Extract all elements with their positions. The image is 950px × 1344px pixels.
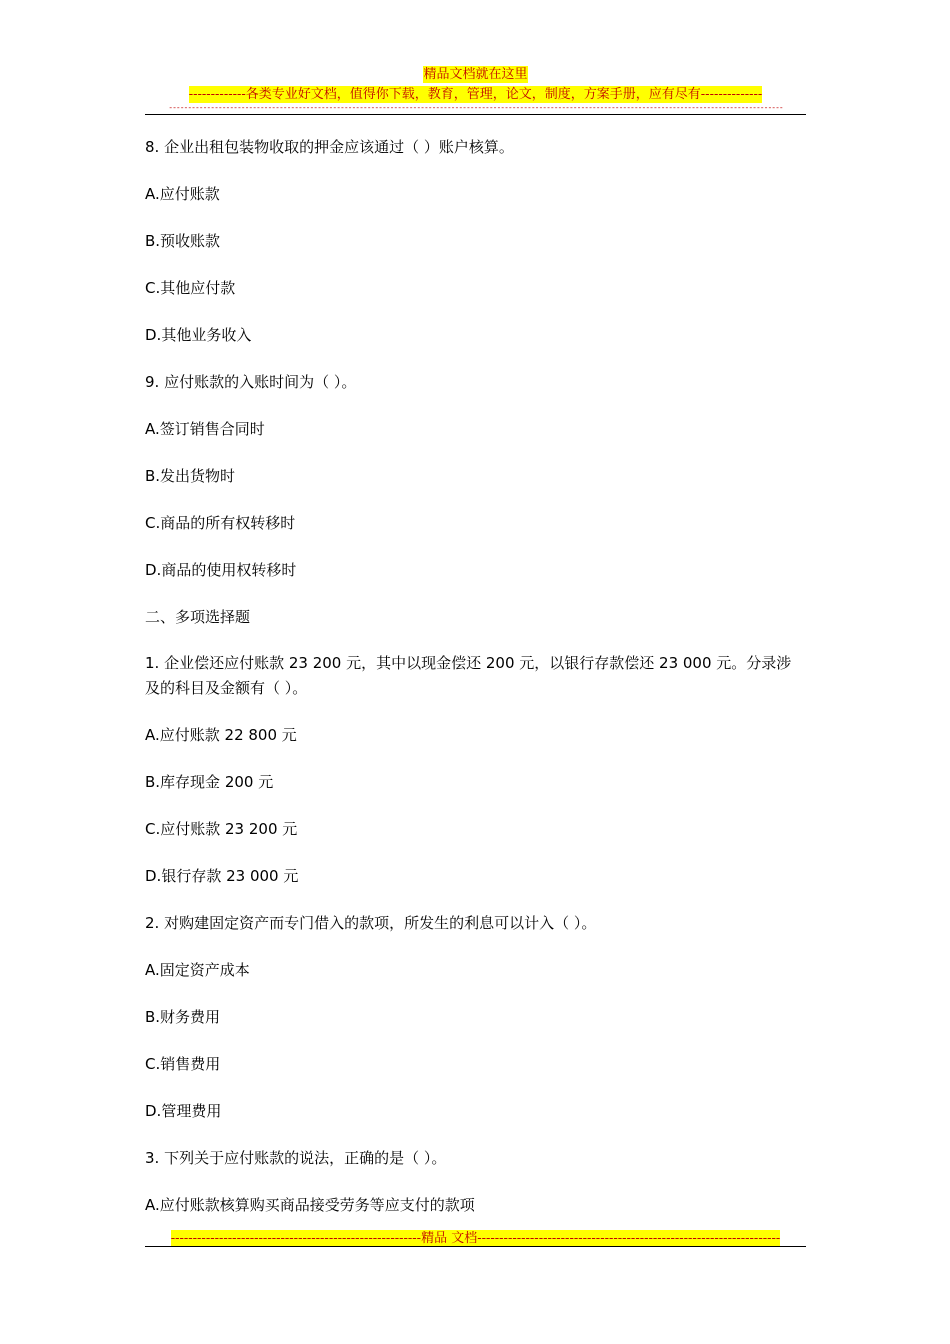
option-d: D.商品的使用权转移时 <box>145 561 297 579</box>
footer-text: ---------------------------------------------------------精品 文档--------------------------------------------------------------------- <box>170 1231 781 1246</box>
option-a: A.应付账款核算购买商品接受劳务等应支付的款项 <box>145 1196 475 1214</box>
page-footer <box>145 1227 806 1247</box>
option-a: A.固定资产成本 <box>145 961 250 979</box>
option-d: D.管理费用 <box>145 1102 222 1120</box>
option-c: C.应付账款 23 200 元 <box>145 820 298 838</box>
header-subtitle: -------------各类专业好文档，值得你下载，教育，管理，论文，制度，方案手册，应有尽有-------------- <box>188 87 763 102</box>
option-b: B.库存现金 200 元 <box>145 773 274 791</box>
option-a: A.应付账款 22 800 元 <box>145 726 297 744</box>
document-body <box>145 134 806 1239</box>
question-8: 8. 企业出租包装物收取的押金应该通过（ ）账户核算。 <box>145 138 514 156</box>
multi-question-2: 2. 对购建固定资产而专门借入的款项，所发生的利息可以计入（ ）。 <box>145 914 597 932</box>
option-d: D.银行存款 23 000 元 <box>145 867 299 885</box>
option-b: B.财务费用 <box>145 1008 221 1026</box>
header-title: 精品文档就在这里 <box>423 67 528 82</box>
multi-question-1: 1. 企业偿还应付账款 23 200 元，其中以现金偿还 200 元，以银行存款偿还 23 000 元。分录涉及的科目及金额有（ ）。 <box>145 654 792 697</box>
option-c: C.商品的所有权转移时 <box>145 514 296 532</box>
page-header <box>145 62 806 113</box>
header-dash-line: ----------------------------------------------------------------------------------------------------------------------------------------------------------------- <box>168 103 783 112</box>
option-c: C.其他应付款 <box>145 279 236 297</box>
option-d: D.其他业务收入 <box>145 326 252 344</box>
section-heading: 二、多项选择题 <box>145 608 251 626</box>
option-a: A.签订销售合同时 <box>145 420 265 438</box>
option-c: C.销售费用 <box>145 1055 221 1073</box>
option-a: A.应付账款 <box>145 185 220 203</box>
footer-rule <box>145 1246 806 1247</box>
multi-question-3: 3. 下列关于应付账款的说法，正确的是（ ）。 <box>145 1149 447 1167</box>
header-rule <box>145 114 806 115</box>
question-9: 9. 应付账款的入账时间为（ ）。 <box>145 373 357 391</box>
option-b: B.预收账款 <box>145 232 221 250</box>
option-b: B.发出货物时 <box>145 467 236 485</box>
